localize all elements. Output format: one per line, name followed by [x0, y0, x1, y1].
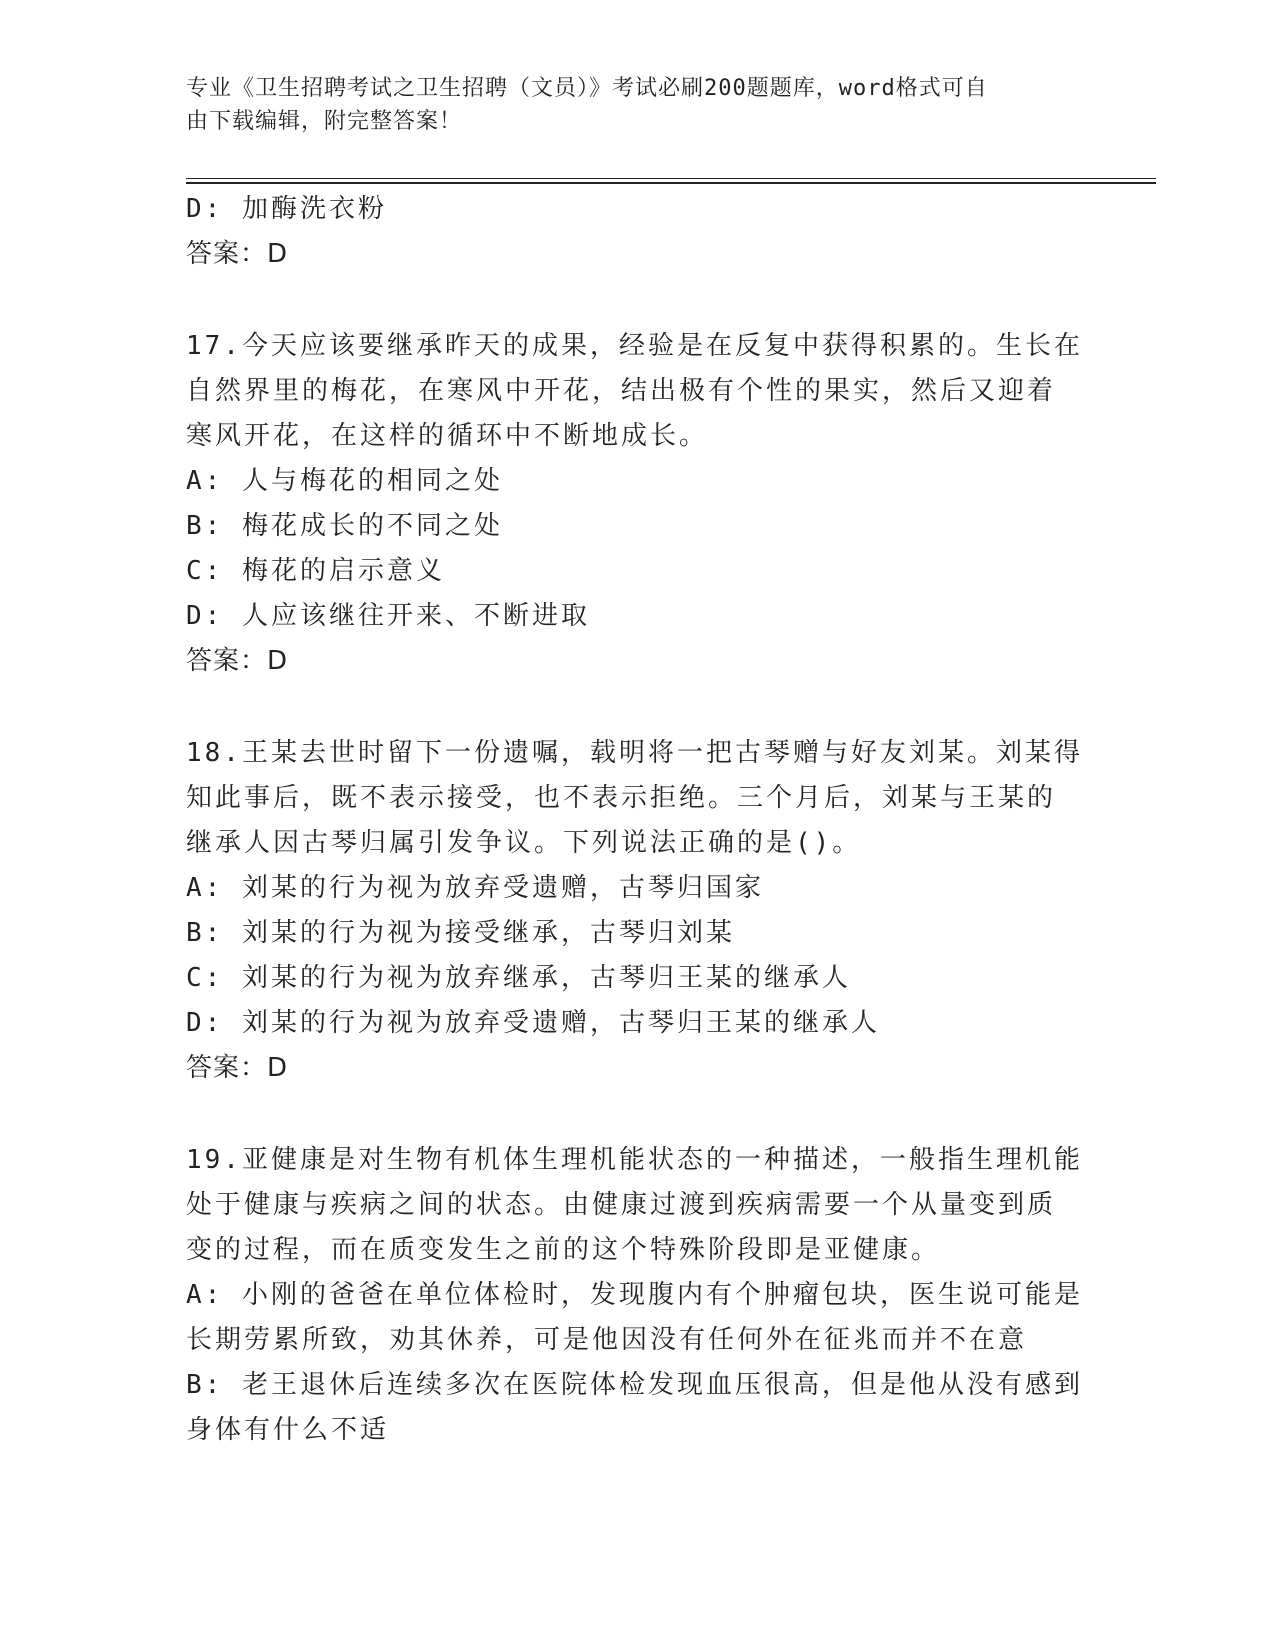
option-d: D: 刘某的行为视为放弃受遗赠，古琴归王某的继承人: [186, 1008, 880, 1038]
spacer: [186, 1091, 1086, 1138]
spacer: [186, 277, 1086, 324]
question-stem-line: 寒风开花，在这样的循环中不断地成长。: [186, 421, 709, 451]
question-stem-line: 处于健康与疾病之间的状态。由健康过渡到疾病需要一个从量变到质: [186, 1190, 1057, 1220]
question-stem-line: 自然界里的梅花，在寒风中开花，结出极有个性的果实，然后又迎着: [186, 376, 1057, 406]
header-rule-thin: [186, 178, 1156, 179]
option-d: D: 人应该继往开来、不断进取: [186, 601, 590, 631]
option-a: A: 小刚的爸爸在单位体检时，发现腹内有个肿瘤包块，医生说可能是: [186, 1280, 1083, 1310]
answer-line: 答案：D: [186, 1053, 289, 1083]
header-line-1: 专业《卫生招聘考试之卫生招聘（文员）》考试必刷200题题库，word格式可自: [186, 76, 988, 101]
answer-line: 答案：D: [186, 239, 289, 269]
question-stem-line: 知此事后，既不表示接受，也不表示拒绝。三个月后，刘某与王某的: [186, 783, 1057, 813]
question-19: [186, 1138, 1086, 1453]
option-c: C: 刘某的行为视为放弃继承，古琴归王某的继承人: [186, 963, 851, 993]
option-b: B: 老王退休后连续多次在医院体检发现血压很高，但是他从没有感到: [186, 1370, 1083, 1400]
question-stem-line: 18.王某去世时留下一份遗嘱，载明将一把古琴赠与好友刘某。刘某得: [186, 738, 1083, 768]
option-c: C: 梅花的启示意义: [186, 556, 445, 586]
option-b: B: 梅花成长的不同之处: [186, 511, 503, 541]
answer-line: 答案：D: [186, 646, 289, 676]
option-a: A: 刘某的行为视为放弃受遗赠，古琴归国家: [186, 873, 764, 903]
question-18: [186, 731, 1086, 1091]
option-a-continued: 长期劳累所致，劝其休养，可是他因没有任何外在征兆而并不在意: [186, 1325, 1028, 1355]
question-stem-line: 变的过程，而在质变发生之前的这个特殊阶段即是亚健康。: [186, 1235, 941, 1265]
option-d: D: 加酶洗衣粉: [186, 194, 387, 224]
question-stem-line: 继承人因古琴归属引发争议。下列说法正确的是()。: [186, 828, 862, 858]
document-header: [186, 72, 1066, 138]
question-stem-line: 19.亚健康是对生物有机体生理机能状态的一种描述，一般指生理机能: [186, 1145, 1083, 1175]
option-b-continued: 身体有什么不适: [186, 1415, 390, 1445]
document-body: [186, 187, 1086, 1453]
header-rule-thick: [186, 182, 1156, 184]
question-17: [186, 324, 1086, 684]
spacer: [186, 684, 1086, 731]
question-stem-line: 17.今天应该要继承昨天的成果，经验是在反复中获得积累的。生长在: [186, 331, 1083, 361]
option-a: A: 人与梅花的相同之处: [186, 466, 503, 496]
option-b: B: 刘某的行为视为接受继承，古琴归刘某: [186, 918, 735, 948]
header-line-2: 由下载编辑，附完整答案！: [186, 109, 463, 134]
